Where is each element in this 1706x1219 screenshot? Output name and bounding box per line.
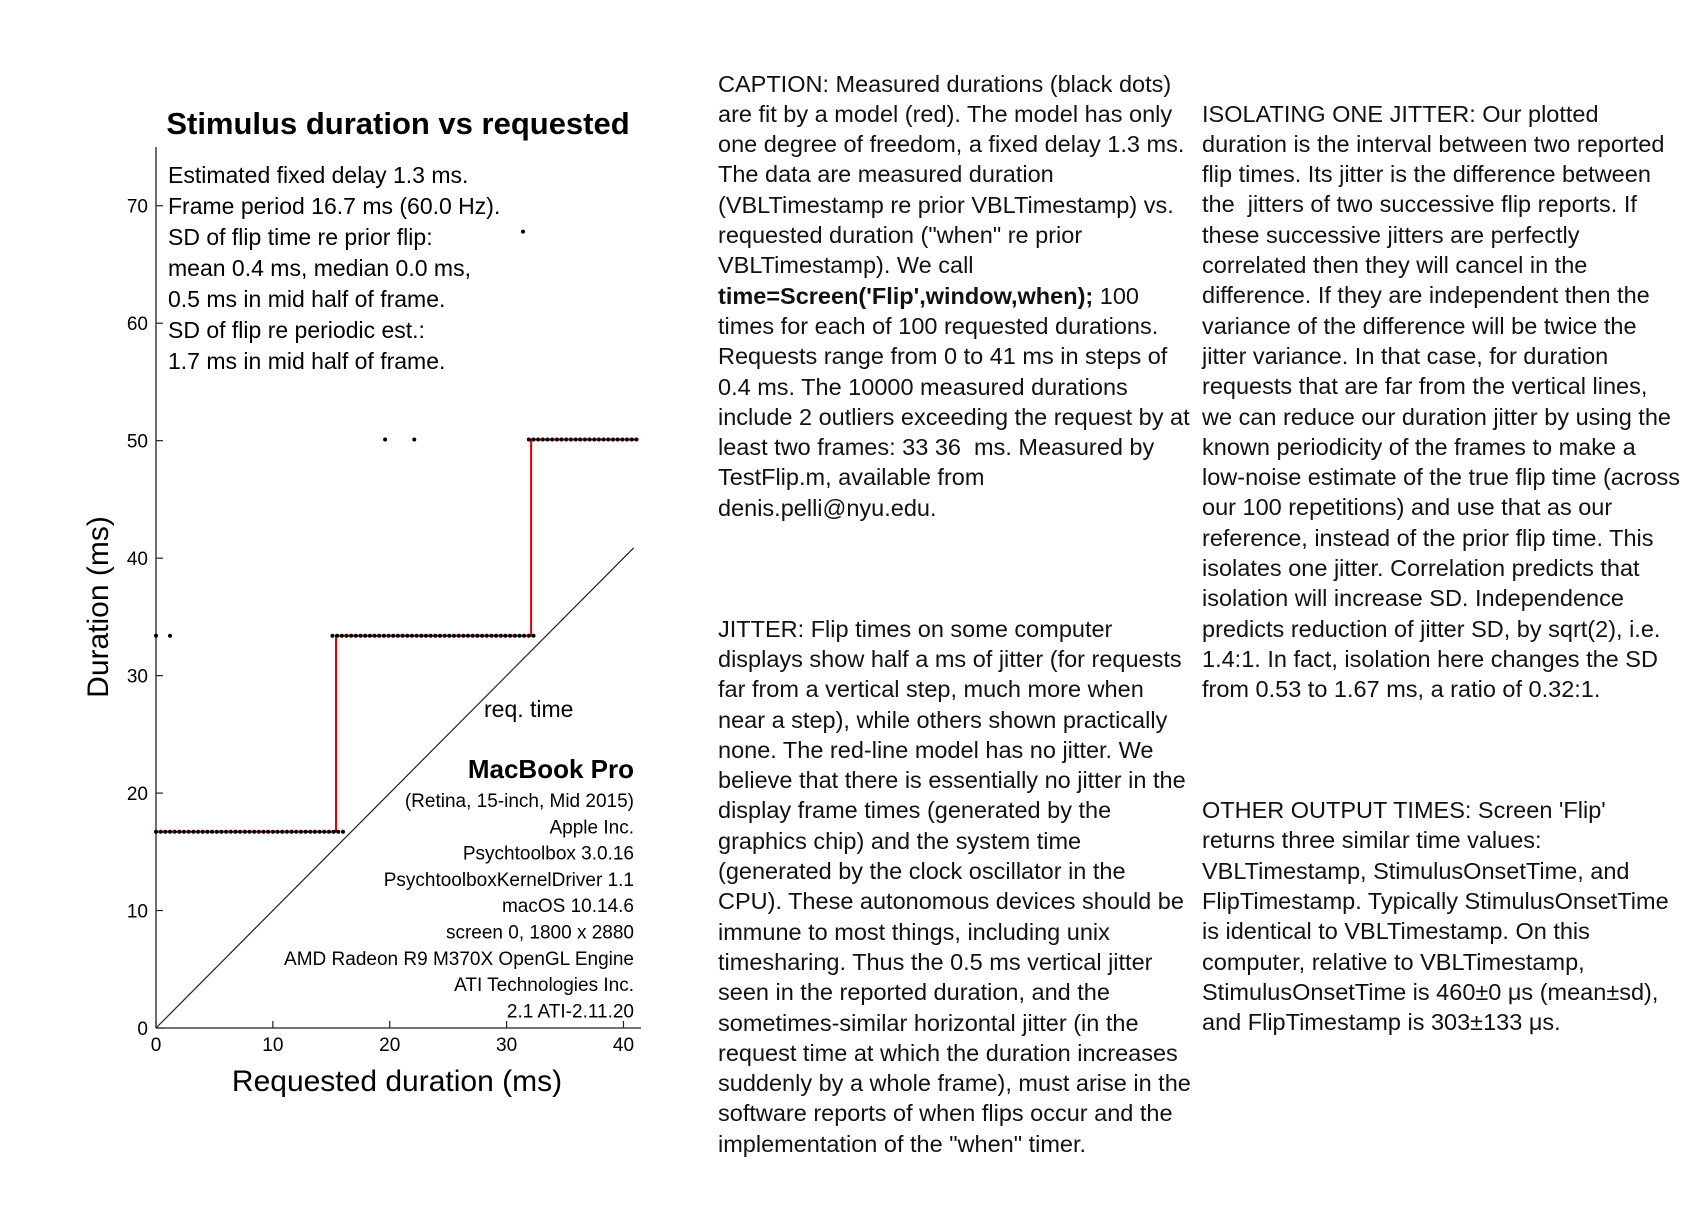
data-point [243, 830, 247, 834]
data-point [359, 634, 363, 638]
data-point [527, 438, 531, 442]
data-point [271, 830, 275, 834]
y-tick-label: 70 [126, 196, 148, 218]
data-point [597, 438, 601, 442]
data-point [266, 830, 270, 834]
data-point [182, 830, 186, 834]
isolating-paragraph: ISOLATING ONE JITTER: Our plotted duration is the interval between two reported flip times. Its jitter is the difference between the jitters of two successive flip reports. If these successive jitters are perfectly correlated then they will cancel in the difference. If they are independent then the variance of the difference will be twice the jitter variance. In that case, for duration requests that are far from the vertical lines, we can reduce our duration jitter by using the known periodicity of the frames to make a low-noise estimate of the true flip time (across our 100 repetitions) and use that as our reference, instead of the prior flip time. This isolates one jitter. Correlation predicts that isolation will increase SD. Independence predicts reduction of jitter SD, by sqrt(2), i.e. 1.4:1. In fact, isolation here changes the SD from 0.53 to 1.67 ms, a ratio of 0.32:1. [1202, 100, 1687, 703]
data-point [550, 438, 554, 442]
x-axis-label: Requested duration (ms) [231, 1065, 563, 1098]
x-tick-label: 20 [379, 1035, 401, 1056]
data-point [424, 634, 428, 638]
data-point [560, 438, 564, 442]
y-tick-label: 40 [126, 549, 148, 571]
data-point [387, 634, 391, 638]
data-point [382, 634, 386, 638]
data-point [331, 634, 335, 638]
x-tick-label: 30 [496, 1035, 518, 1056]
data-point [513, 634, 517, 638]
data-point [368, 634, 372, 638]
info-line: 0.5 ms in mid half of frame. [168, 286, 446, 312]
data-point [154, 634, 158, 638]
data-point [234, 830, 238, 834]
data-point [447, 634, 451, 638]
data-point [215, 830, 219, 834]
axes [127, 147, 641, 1056]
data-point [177, 830, 181, 834]
y-tick-label: 30 [126, 666, 148, 688]
x-tick-label: 40 [612, 1035, 635, 1056]
data-point [536, 438, 540, 442]
data-point [210, 830, 214, 834]
data-point [541, 438, 545, 442]
detail-line: (Retina, 15-inch, Mid 2015) [404, 791, 634, 812]
detail-line: PsychtoolboxKernelDriver 1.1 [383, 869, 634, 891]
data-point [410, 634, 414, 638]
data-point [457, 634, 461, 638]
info-line: SD of flip time re prior flip: [168, 224, 433, 250]
data-point [508, 634, 512, 638]
data-point [345, 634, 349, 638]
data-point [335, 634, 339, 638]
data-point [419, 634, 423, 638]
detail-line: screen 0, 1800 x 2880 [445, 922, 634, 944]
data-point [461, 634, 465, 638]
data-point [401, 634, 405, 638]
caption-text-1: CAPTION: Measured durations (black dots) are fit by a model (red). The model has only one degree of freedom, a fixed delay 1.3 ms. The data are measured duration (VBLTimestamp re prior VBLTimestamp) vs. requested duration ("when" re prior VBLTimestamp). We call [718, 70, 1191, 279]
detail-line: macOS 10.14.6 [501, 896, 634, 918]
data-point [340, 634, 344, 638]
data-point [485, 634, 489, 638]
data-point [466, 634, 470, 638]
data-point [391, 634, 395, 638]
detail-line: 2.1 ATI-2.11.20 [506, 1001, 634, 1023]
data-point [173, 830, 177, 834]
data-point [191, 830, 195, 834]
data-point [159, 830, 163, 834]
data-point [299, 830, 303, 834]
data-point [578, 438, 582, 442]
y-tick-label: 60 [126, 314, 148, 336]
data-point [294, 830, 298, 834]
data-point [433, 634, 437, 638]
info-line: 1.7 ms in mid half of frame. [168, 348, 446, 374]
analysis-column [1202, 38, 1687, 1098]
data-point [383, 438, 387, 442]
data-point [532, 438, 536, 442]
info-text [168, 162, 500, 374]
data-point [373, 634, 377, 638]
data-point [238, 830, 242, 834]
diagonal-label: req. time [484, 696, 574, 722]
data-point [583, 438, 587, 442]
data-point [471, 634, 475, 638]
data-point [349, 634, 353, 638]
data-point [336, 830, 340, 834]
data-point [555, 438, 559, 442]
data-point [187, 830, 191, 834]
info-line: SD of flip re periodic est.: [168, 317, 425, 343]
info-line: Frame period 16.7 ms (60.0 Hz). [168, 193, 501, 219]
data-point [412, 438, 416, 442]
detail-line: Psychtoolbox 3.0.16 [462, 843, 634, 865]
data-point [313, 830, 317, 834]
data-point [257, 830, 261, 834]
data-point [168, 634, 172, 638]
data-point [377, 634, 381, 638]
data-point [224, 830, 228, 834]
data-point [322, 830, 326, 834]
data-point [606, 438, 610, 442]
detail-line: ATI Technologies Inc. [454, 975, 634, 997]
data-point [518, 634, 522, 638]
data-point [574, 438, 578, 442]
data-point [429, 634, 433, 638]
data-point [532, 634, 536, 638]
data-point [318, 830, 322, 834]
data-point [475, 634, 479, 638]
y-tick-label: 50 [126, 431, 148, 453]
data-point [546, 438, 550, 442]
data-point [480, 634, 484, 638]
data-point [205, 830, 209, 834]
data-point [363, 634, 367, 638]
data-point [154, 830, 158, 834]
jitter-paragraph: JITTER: Flip times on some computer displays show half a ms of jitter (for requests far from a vertical step, much more when near a step), while others shown practically none. The red-line model has no jitter. We believe that there is essentially no jitter in the display frame times (generated by the graphics chip) and the system time (generated by the clock oscillator in the CPU). These autonomous devices should be immune to most things, including unix timesharing. Thus the 0.5 ms vertical jitter seen in the reported duration, and the sometimes-similar horizontal jitter (in the request time at which the duration increases suddenly by a whole frame), must arise in the software reports of when flips occur and the implementation of the "when" timer. [718, 615, 1198, 1157]
data-point [280, 830, 284, 834]
data-point [229, 830, 233, 834]
data-point [168, 830, 172, 834]
data-point [634, 438, 638, 442]
data-point [438, 634, 442, 638]
data-point [304, 830, 308, 834]
data-point [354, 634, 358, 638]
data-point [620, 438, 624, 442]
data-point [521, 230, 525, 234]
data-point [522, 634, 526, 638]
detail-line: AMD Radeon R9 M370X OpenGL Engine [284, 948, 634, 970]
data-point [262, 830, 266, 834]
data-point [201, 830, 205, 834]
data-point [252, 830, 256, 834]
duration-chart [0, 0, 700, 1160]
chart-title: Stimulus duration vs requested [166, 106, 630, 141]
data-point [285, 830, 289, 834]
data-point [163, 830, 167, 834]
data-point [443, 634, 447, 638]
data-point [248, 830, 252, 834]
detail-line: Apple Inc. [549, 817, 634, 839]
data-point [308, 830, 312, 834]
data-point [611, 438, 615, 442]
data-point [415, 634, 419, 638]
info-line: Estimated fixed delay 1.3 ms. [168, 162, 469, 188]
caption-text-2: 100 times for each of 100 requested durations. Requests range from 0 to 41 ms in steps of 0.4 ms. The 10000 measured durations include 2 outliers exceeding the request by at least two frames: 33 36 ms. Measured by TestFlip.m, available from denis.pelli@nyu.edu. [718, 282, 1197, 521]
data-point [327, 830, 331, 834]
caption-paragraph [718, 69, 1197, 523]
data-point [602, 438, 606, 442]
data-point [494, 634, 498, 638]
other-output-paragraph: OTHER OUTPUT TIMES: Screen 'Flip' returns three similar time values: VBLTimestamp, StimulusOnsetTime, and FlipTimestamp. Typically StimulusOnsetTime is identical to VBLTimestamp. On this computer, relative to VBLTimestamp, StimulusOnsetTime is 460±0 μs (mean±sd), and FlipTimestamp is 303±133 μs. [1202, 797, 1676, 1036]
data-point [588, 438, 592, 442]
x-tick-label: 10 [262, 1035, 284, 1056]
data-point [276, 830, 280, 834]
x-tick-label: 0 [150, 1035, 162, 1056]
data-point [564, 438, 568, 442]
caption-code: time=Screen('Flip',window,when); [718, 282, 1094, 309]
info-line: mean 0.4 ms, median 0.0 ms, [168, 255, 471, 281]
caption-column [718, 8, 1198, 1219]
data-point [625, 438, 629, 442]
data-point [452, 634, 456, 638]
data-point [219, 830, 223, 834]
data-point [616, 438, 620, 442]
data-point [569, 438, 573, 442]
y-tick-label: 20 [126, 784, 148, 806]
y-tick-label: 0 [137, 1019, 148, 1040]
data-point [405, 634, 409, 638]
data-point [489, 634, 493, 638]
y-axis-label: Duration (ms) [82, 516, 115, 698]
y-tick-label: 10 [126, 901, 148, 923]
data-point [196, 830, 200, 834]
data-point [630, 438, 634, 442]
computer-name: MacBook Pro [467, 754, 634, 784]
data-point [499, 634, 503, 638]
data-point [396, 634, 400, 638]
data-point [527, 634, 531, 638]
data-point [341, 830, 345, 834]
data-point [332, 830, 336, 834]
data-point [592, 438, 596, 442]
data-point [503, 634, 507, 638]
data-point [290, 830, 294, 834]
